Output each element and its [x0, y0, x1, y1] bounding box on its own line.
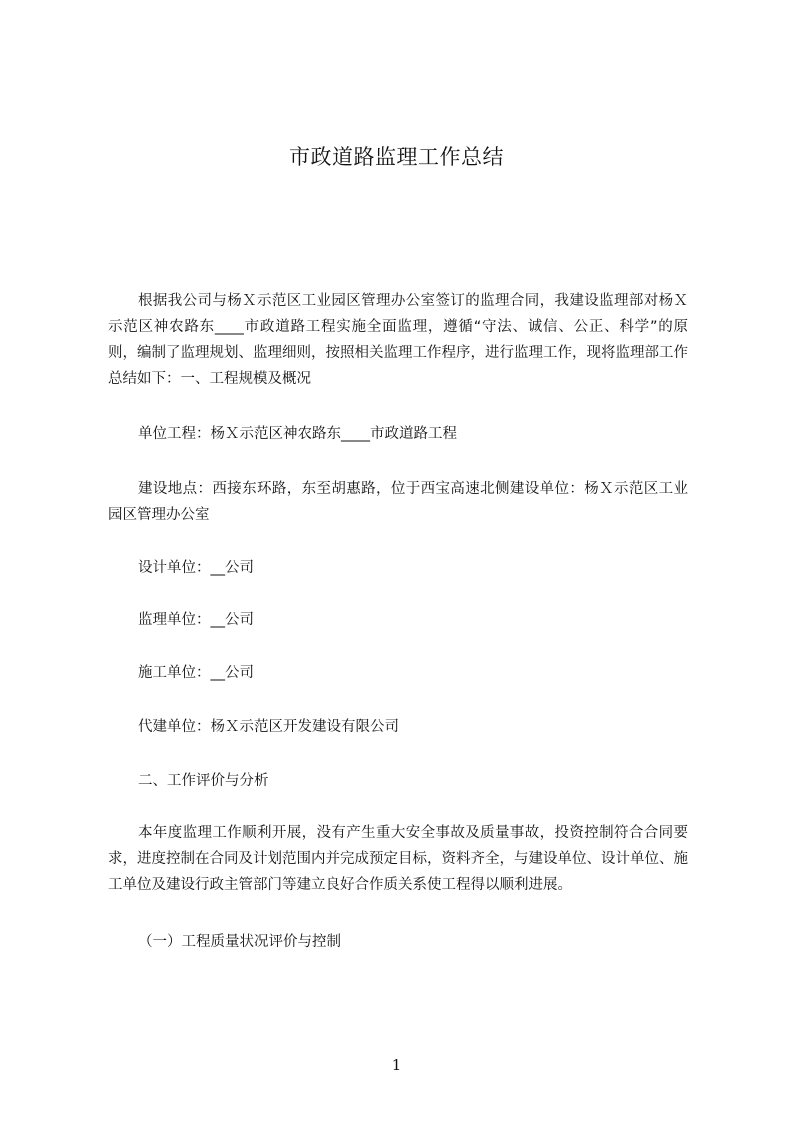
- document-title: 市政道路监理工作总结: [289, 145, 504, 169]
- paragraph-unit-project: 单位工程：杨Ｘ示范区神农路东____市政道路工程: [138, 426, 457, 442]
- subsection-heading-quality: （一）工程质量状况评价与控制: [138, 934, 341, 950]
- paragraph-agent-unit: 代建单位：杨Ｘ示范区开发建设有限公司: [138, 719, 399, 735]
- page-number: 1: [391, 1056, 402, 1074]
- paragraph-evaluation-summary: 本年度监理工作顺利开展，没有产生重大安全事故及质量事故，投资控制符合合同要求，进度控制在合同及计划范围内并完成预定目标，资料齐全，与建设单位、设计单位、施工单位及建设行政主管部门等建立良好合作质关系使工程得以顺利进展。: [108, 825, 688, 893]
- paragraph-contract-overview: 根据我公司与杨Ｘ示范区工业园区管理办公室签订的监理合同，我建设监理部对杨Ｘ示范区神农路东____市政道路工程实施全面监理，遵循“守法、诚信、公正、科学”的原则，编制了监理规划、监理细则，按照相关监理工作程序，进行监理工作，现将监理部工作总结如下：一、工程规模及概况: [108, 293, 688, 387]
- paragraph-construction-site: 建设地点：西接东环路，东至胡惠路，位于西宝高速北侧建设单位：杨Ｘ示范区工业园区管理办公室: [108, 481, 688, 523]
- section-heading-evaluation: 二、工作评价与分析: [138, 773, 269, 789]
- paragraph-construction-unit: 施工单位：__公司: [138, 665, 254, 681]
- paragraph-supervision-unit: 监理单位：__公司: [138, 612, 254, 628]
- paragraph-design-unit: 设计单位：__公司: [138, 560, 254, 576]
